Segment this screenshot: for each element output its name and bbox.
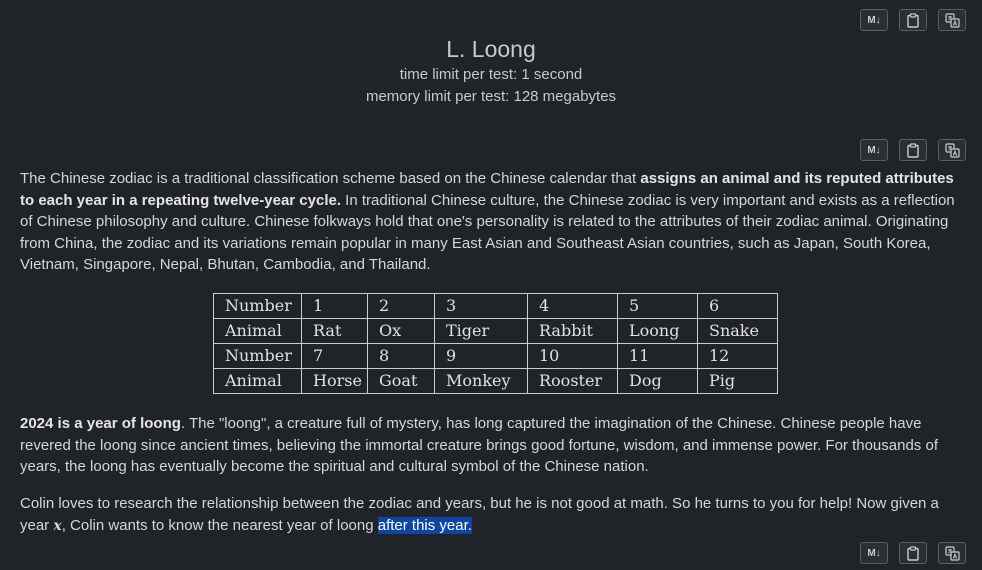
table-cell: 7	[302, 344, 368, 369]
markdown-icon: M↓	[867, 144, 881, 156]
statement-paragraph-1: The Chinese zodiac is a traditional classification scheme based on the Chinese calendar that assigns an animal and its reputed attributes to each year in a repeating twelve-year cycle. In traditional Chinese culture, the Chinese zodiac is very important and exists as a reflection of Chinese philosophy and culture. Chinese folkways hold that one's personality is related to the attributes of their zodiac animal. Originating from China, the zodiac and its variations remain popular in many East Asian and Southeast Asian countries, such as Japan, South Korea, Vietnam, Singapore, Nepal, Bhutan, Cambodia, and Thailand.	[20, 170, 955, 273]
table-cell: 8	[368, 344, 435, 369]
table-cell: Ox	[368, 319, 435, 344]
table-cell: Rat	[302, 319, 368, 344]
table-cell: Pig	[698, 369, 778, 394]
selected-text[interactable]: after this year.	[377, 516, 472, 534]
translate-icon	[945, 143, 960, 158]
clipboard-icon	[907, 13, 919, 28]
table-row-header: Animal	[214, 369, 302, 394]
table-cell: Horse	[302, 369, 368, 394]
statement-paragraph-2: 2024 is a year of loong. The "loong", a creature full of mystery, has long captured the imagination of the Chinese. Chinese people have revered the loong since ancient times, believing the immortal creature brings good fortune, wisdom, and immense power. For thousands of years, the loong has eventually become the spiritual and cultural symbol of the Chinese nation.	[20, 415, 938, 475]
markdown-button[interactable]	[860, 542, 888, 564]
table-cell: Rabbit	[528, 319, 618, 344]
problem-title: L. Loong	[446, 36, 536, 62]
table-cell: 2	[368, 294, 435, 319]
table-cell: Tiger	[435, 319, 528, 344]
table-cell: 6	[698, 294, 778, 319]
memory-limit: memory limit per test: 128 megabytes	[365, 88, 617, 105]
toolbar-bottom	[860, 542, 966, 564]
table-cell: 10	[528, 344, 618, 369]
translate-icon	[945, 546, 960, 561]
table-cell: 9	[435, 344, 528, 369]
time-limit: time limit per test: 1 second	[399, 66, 583, 83]
table-row	[214, 319, 778, 344]
markdown-button[interactable]	[860, 9, 888, 31]
copy-button[interactable]	[899, 139, 927, 161]
translate-button[interactable]	[938, 542, 966, 564]
table-cell: 11	[618, 344, 698, 369]
table-cell: Goat	[368, 369, 435, 394]
table-cell: 4	[528, 294, 618, 319]
toolbar-top	[860, 9, 966, 31]
table-cell: Monkey	[435, 369, 528, 394]
math-variable-x: x	[53, 517, 62, 534]
table-cell: Loong	[618, 319, 698, 344]
table-cell: Dog	[618, 369, 698, 394]
toolbar-statement	[860, 139, 966, 161]
clipboard-icon	[907, 143, 919, 158]
statement-paragraph-3: Colin loves to research the relationship between the zodiac and years, but he is not good at math. So he turns to you for help! Now given a year x, Colin wants to know the nearest year of loong after this year.	[20, 495, 939, 534]
table-cell: 12	[698, 344, 778, 369]
table-cell: 3	[435, 294, 528, 319]
markdown-icon: M↓	[867, 547, 881, 559]
clipboard-icon	[907, 546, 919, 561]
table-cell: 1	[302, 294, 368, 319]
copy-button[interactable]	[899, 542, 927, 564]
table-row-header: Animal	[214, 319, 302, 344]
table-cell: Snake	[698, 319, 778, 344]
table-row	[214, 294, 778, 319]
problem-header	[0, 34, 982, 108]
table-cell: Rooster	[528, 369, 618, 394]
markdown-icon: M↓	[867, 14, 881, 26]
table-row	[214, 344, 778, 369]
translate-icon	[945, 13, 960, 28]
copy-button[interactable]	[899, 9, 927, 31]
table-row-header: Number	[214, 344, 302, 369]
table-cell: 5	[618, 294, 698, 319]
bold-text: assigns an animal and its reputed attributes to each year in a repeating twelve-year cycle.	[20, 170, 954, 209]
zodiac-table	[213, 293, 778, 394]
bold-text: 2024 is a year of loong	[20, 415, 181, 432]
table-row	[214, 369, 778, 394]
translate-button[interactable]	[938, 139, 966, 161]
translate-button[interactable]	[938, 9, 966, 31]
markdown-button[interactable]	[860, 139, 888, 161]
table-row-header: Number	[214, 294, 302, 319]
